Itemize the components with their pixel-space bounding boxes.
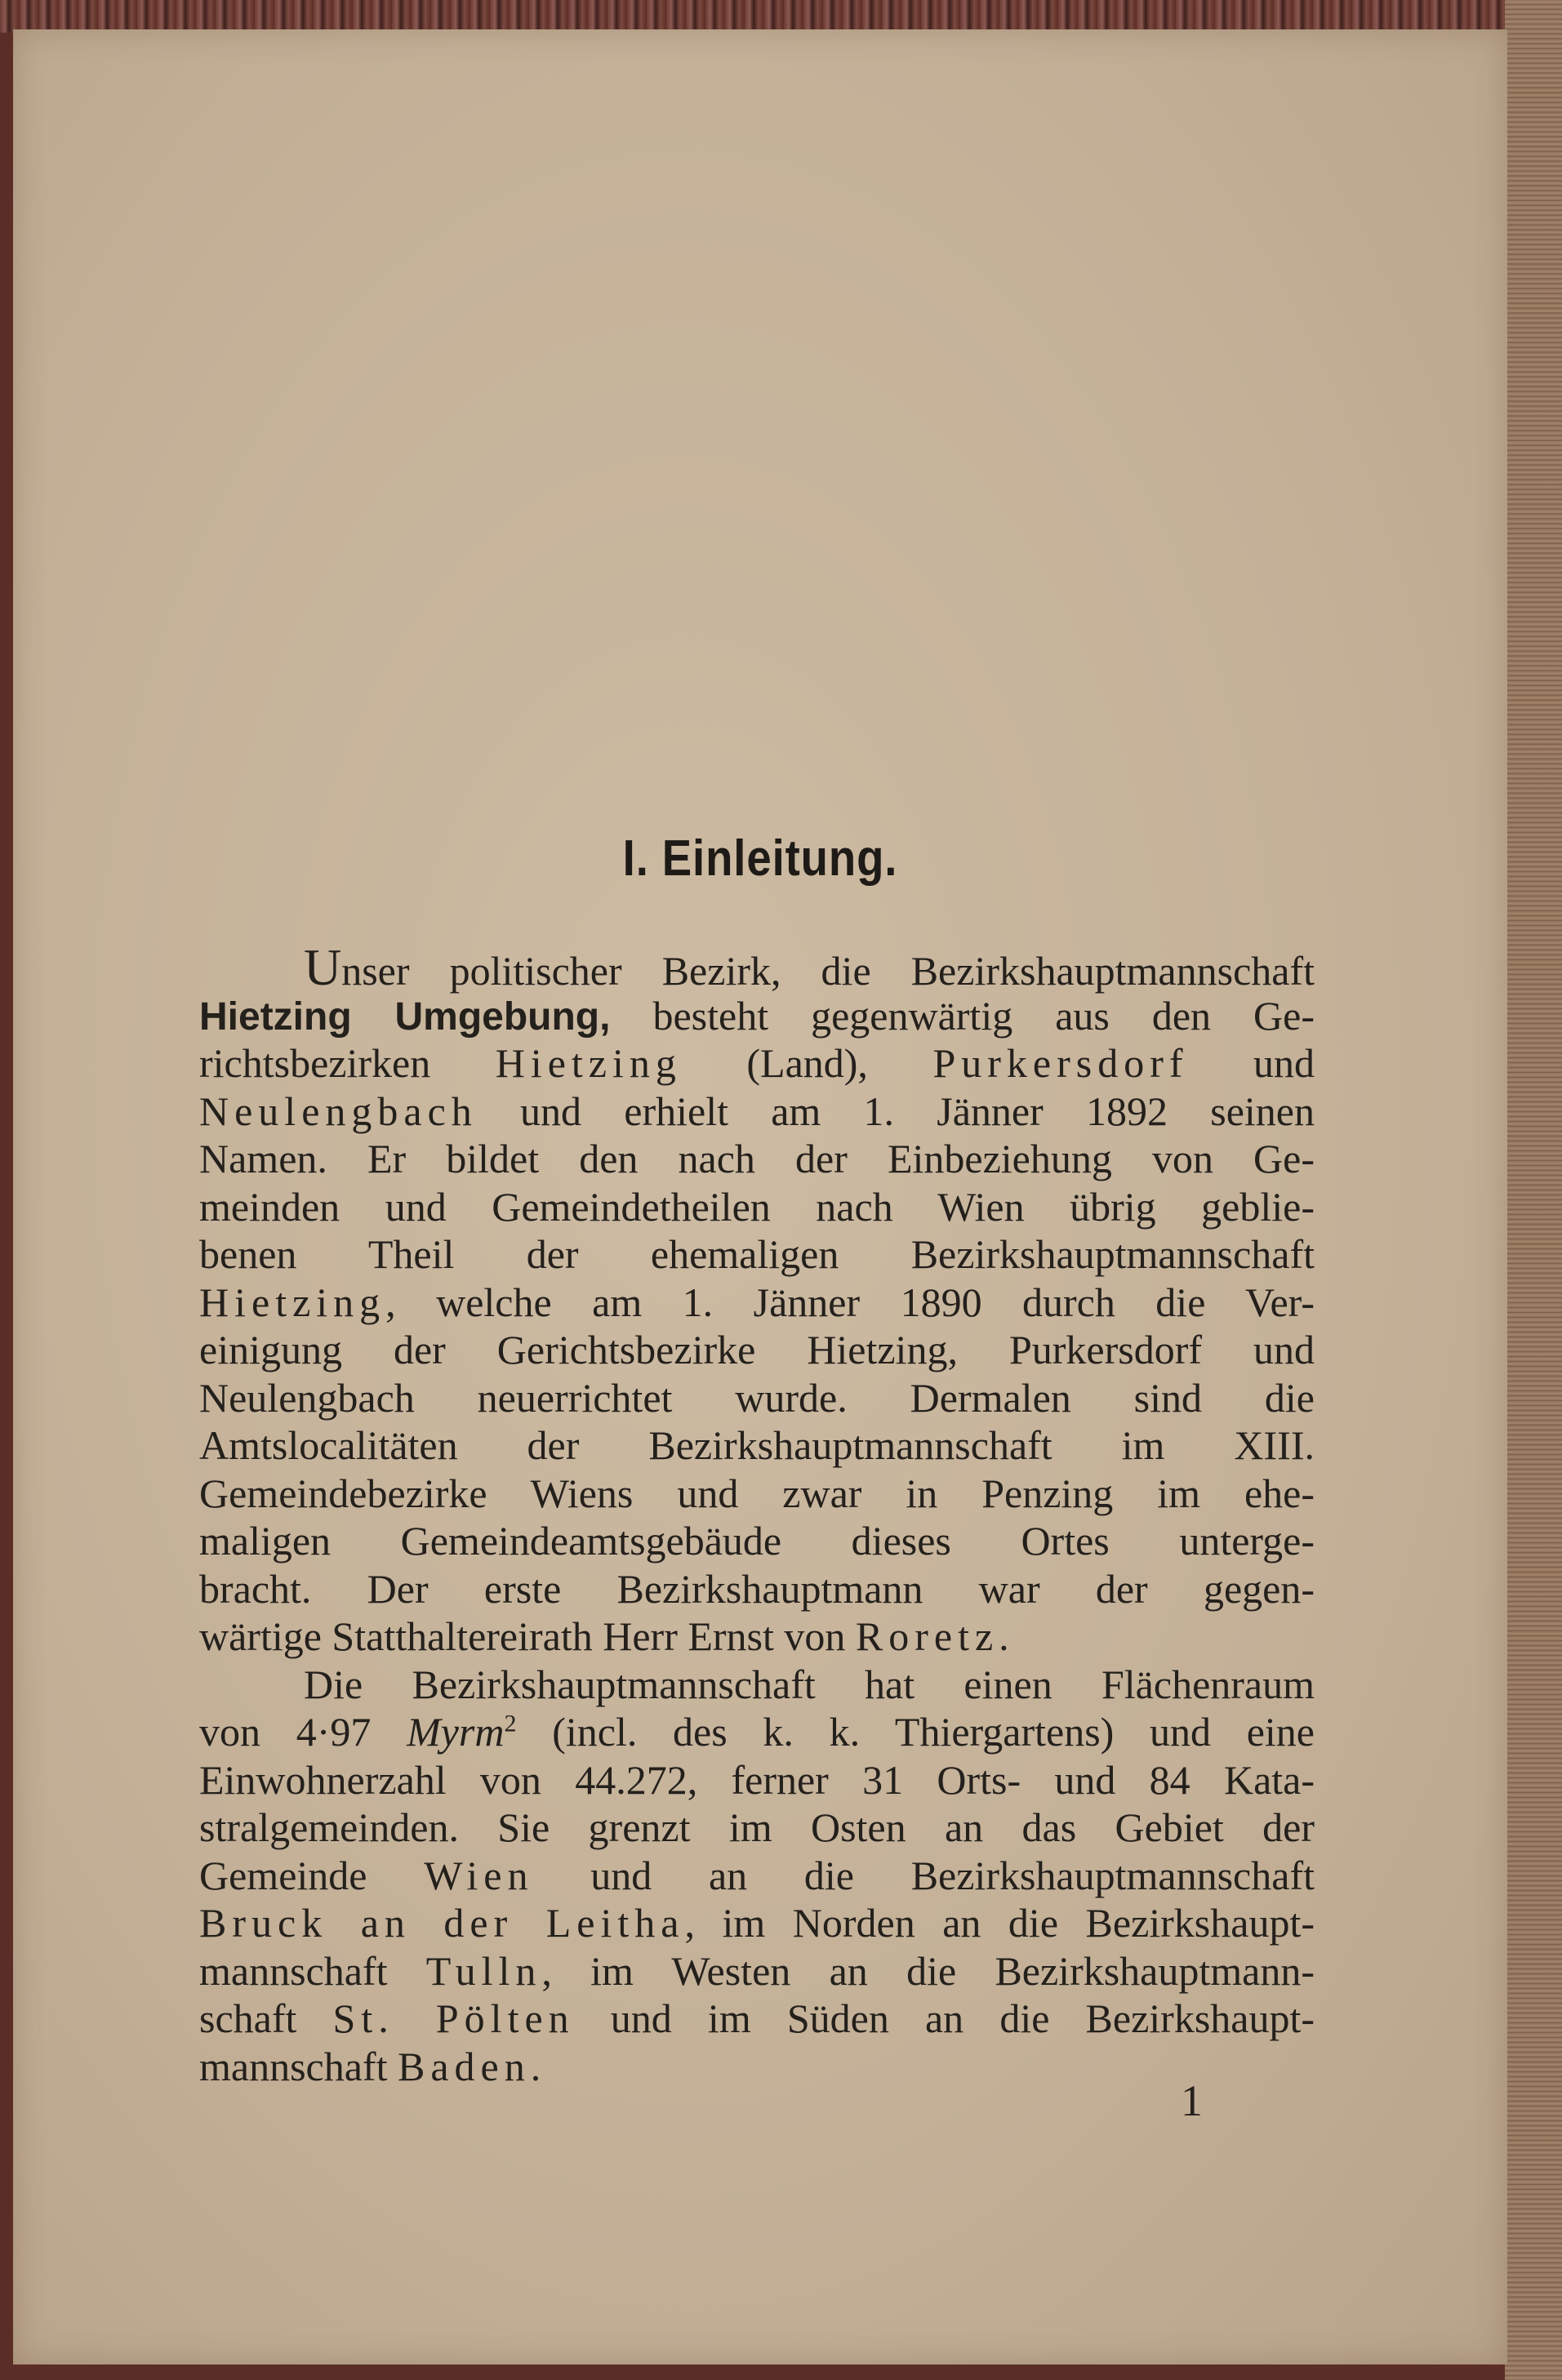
text-line: Amtslocalitäten der Bezirkshauptmannschaft im XIII.: [199, 1422, 1315, 1468]
chapter-heading: I. Einleitung.: [622, 830, 898, 887]
text-line: bracht. Der erste Bezirkshauptmann war der gegen-: [199, 1565, 1315, 1612]
text-line: Hietzing Umgebung, besteht gegenwärtig aus den Ge-: [199, 992, 1315, 1039]
spaced-name: Neulengbach: [199, 1088, 478, 1134]
spaced-name: Hietzing: [495, 1040, 682, 1086]
text-line: Neulengbach und erhielt am 1. Jänner 1892 seinen: [199, 1088, 1315, 1134]
spaced-name: Purkersdorf: [932, 1040, 1189, 1086]
spaced-name: Tulln: [425, 1947, 542, 1994]
text-line: Gemeindebezirke Wiens und zwar in Penzing im ehe-: [199, 1470, 1315, 1516]
marbled-top-edge: [0, 0, 1562, 33]
text-line: von 4·97 Myrm$^2$ (incl. des k. k. Thiergartens) und eine: [199, 1709, 1315, 1755]
text-line: maligen Gemeindeamtsgebäude dieses Ortes unterge-: [199, 1518, 1315, 1564]
text-line: Unser politischer Bezirk, die Bezirkshauptmannschaft: [304, 938, 1315, 996]
spaced-name: Wien: [424, 1852, 534, 1898]
text-line: schaft St. Pölten und im Süden an die Bezirkshaupt-: [199, 1995, 1315, 2041]
text-line: stralgemeinden. Sie grenzt im Osten an das Gebiet der: [199, 1804, 1315, 1850]
text-line: Die Bezirkshauptmannschaft hat einen Flächenraum: [304, 1661, 1315, 1707]
text-line: benen Theil der ehemaligen Bezirkshauptmannschaft: [199, 1231, 1315, 1277]
text-line: wärtige Statthaltereirath Herr Ernst von Roretz.: [199, 1613, 1009, 1659]
text-line: Neulengbach neuerrichtet wurde. Dermalen sind die: [199, 1374, 1315, 1421]
superscript: 2: [504, 1710, 517, 1737]
spaced-name: Hietzing: [199, 1279, 386, 1325]
text-line: Einwohnerzahl von 44.272, ferner 31 Orts- und 84 Kata-: [199, 1756, 1315, 1803]
text-line: Bruck an der Leitha, im Norden an die Bezirkshaupt-: [199, 1900, 1315, 1946]
book-page-edges: [1505, 0, 1562, 2380]
drop-cap: U: [304, 938, 342, 996]
book-page: [13, 29, 1507, 2364]
text-line: Namen. Er bildet den nach der Einbeziehung von Ge-: [199, 1136, 1315, 1181]
text-line: mannschaft Baden.: [199, 2043, 541, 2089]
page-number: 1: [1181, 2076, 1203, 2125]
body-text: [199, 938, 1315, 2090]
spaced-name: St. Pölten: [332, 1995, 575, 2041]
text-line: einigung der Gerichtsbezirke Hietzing, Purkersdorf und: [199, 1327, 1315, 1372]
text-line: mannschaft Tulln, im Westen an die Bezirkshauptmann-: [199, 1947, 1315, 1994]
text-line: Gemeinde Wien und an die Bezirkshauptmannschaft: [199, 1852, 1315, 1898]
text-line: richtsbezirken Hietzing (Land), Purkersdorf und: [199, 1040, 1315, 1086]
spaced-name: Bruck an der Leitha: [199, 1900, 685, 1946]
spaced-name: Roretz: [855, 1613, 999, 1659]
district-name-bold: Hietzing Umgebung,: [199, 994, 611, 1039]
spaced-name: Baden: [397, 2043, 531, 2089]
text-line: meinden und Gemeindetheilen nach Wien übrig geblie-: [199, 1183, 1315, 1230]
text-line: Hietzing, welche am 1. Jänner 1890 durch die Ver-: [199, 1279, 1315, 1325]
unit-italic: Myrm: [407, 1709, 505, 1755]
